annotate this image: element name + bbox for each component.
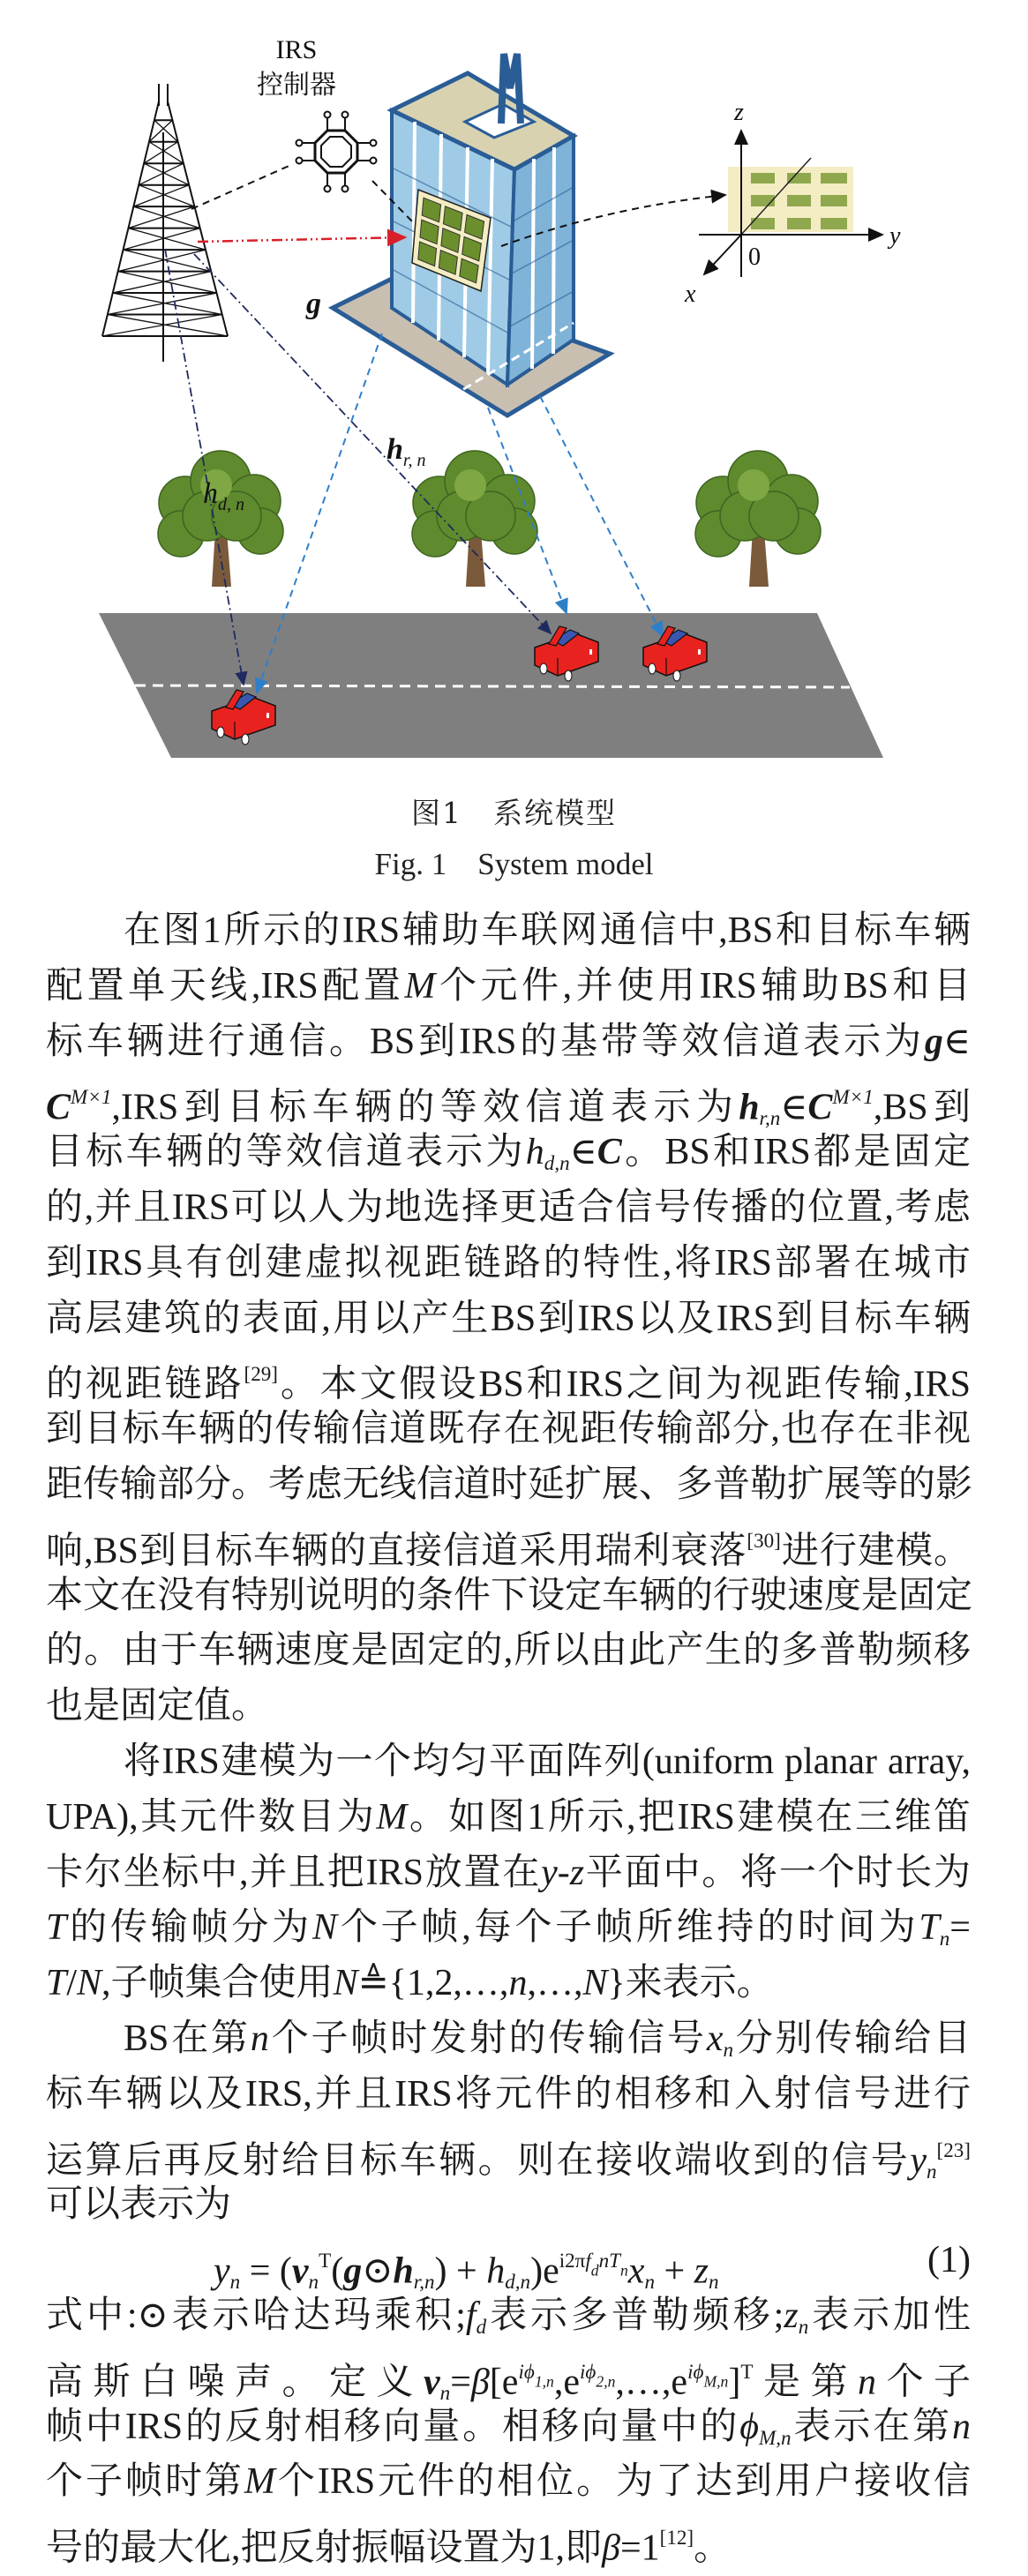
text-run: y bbox=[214, 2250, 230, 2292]
text-run: n bbox=[952, 2406, 971, 2447]
text-run: T bbox=[740, 2359, 754, 2383]
text-run: ≜{1,2,…, bbox=[357, 1963, 509, 2004]
text-run: 。 bbox=[694, 2527, 732, 2569]
text-run: 高斯白噪声。定义 bbox=[46, 2362, 424, 2403]
body-text bbox=[46, 903, 973, 2569]
text-run: 。本文假设BS和IRS之间为视距传输,IRS bbox=[278, 1364, 971, 1405]
text-run: M bbox=[376, 1796, 408, 1838]
text-run: z bbox=[694, 2250, 709, 2292]
text-run: ,IRS到目标车辆的等效信道表示为 bbox=[111, 1087, 739, 1128]
text-run: M,n bbox=[759, 2425, 792, 2449]
irs-element bbox=[787, 173, 811, 183]
text-run: T bbox=[919, 1907, 940, 1949]
text-run: 在图1所示的IRS辅助车联网通信中,BS和目标车辆 bbox=[124, 910, 971, 951]
text-run: i2π bbox=[559, 2249, 586, 2273]
text-line bbox=[46, 1346, 971, 1405]
text-run: 响,BS到目标车辆的直接信道采用瑞利衰落 bbox=[46, 1531, 747, 1572]
text-run: 运算后再反射给目标车辆。则在接收端收到的信号 bbox=[46, 2139, 911, 2181]
text-run: = ( bbox=[240, 2250, 292, 2292]
text-run: 距传输部分。考虑无线信道时延扩展、多普勒扩展等的影 bbox=[46, 1464, 973, 1505]
text-run: y bbox=[910, 2139, 927, 2181]
text-line bbox=[46, 1125, 971, 1180]
text-run: n bbox=[798, 2314, 809, 2338]
text-run: BS在第 bbox=[124, 2018, 251, 2059]
text-run: h bbox=[486, 2250, 506, 2292]
text-line bbox=[46, 903, 971, 959]
text-run: ,子帧集合使用 bbox=[101, 1963, 334, 2004]
text-line bbox=[46, 1292, 971, 1347]
text-run: iϕ bbox=[687, 2359, 704, 2383]
text-run: n bbox=[250, 2018, 269, 2059]
text-run: 将IRS建模为一个均匀平面阵列(uniform planar array, bbox=[124, 1741, 971, 1782]
text-run: nT bbox=[598, 2249, 620, 2273]
text-run: 平面中。将一个时长为 bbox=[584, 1852, 971, 1893]
text-run: ( bbox=[331, 2250, 344, 2292]
text-run: 1,n bbox=[534, 2372, 554, 2391]
text-run: v bbox=[291, 2250, 309, 2292]
text-run: T bbox=[46, 1907, 67, 1949]
text-run: [e bbox=[489, 2362, 519, 2403]
text-run: z bbox=[784, 2295, 799, 2336]
text-line bbox=[46, 1679, 971, 1734]
hr-channel-label bbox=[386, 433, 426, 470]
text-run: M×1 bbox=[71, 1085, 112, 1109]
text-run: n bbox=[619, 2261, 628, 2280]
irs-element bbox=[821, 195, 847, 206]
text-run: ∈ bbox=[780, 1087, 808, 1128]
text-run: iϕ bbox=[580, 2359, 597, 2383]
text-line bbox=[46, 1402, 971, 1457]
text-run: 个子帧,每个子帧所维持的时间为 bbox=[337, 1907, 919, 1949]
text-run: d,n bbox=[544, 1151, 570, 1175]
text-run: 的。由于车辆速度是固定的,所以由此产生的多普勒频移 bbox=[46, 1630, 971, 1672]
irs-element bbox=[751, 173, 775, 183]
text-run: =1 bbox=[619, 2527, 660, 2569]
text-line bbox=[46, 1457, 971, 1513]
text-line bbox=[46, 1015, 971, 1070]
text-run: 目标车辆的等效信道表示为 bbox=[46, 1132, 526, 1173]
text-run: ϕ bbox=[739, 2406, 760, 2447]
text-line bbox=[46, 1569, 971, 1624]
text-run: ,BS到 bbox=[873, 1087, 972, 1128]
text-run: r,n bbox=[413, 2270, 435, 2294]
text-run: r,n bbox=[759, 1106, 781, 1130]
text-line bbox=[46, 2067, 971, 2123]
text-run: ,…,e bbox=[615, 2362, 688, 2403]
text-run: x bbox=[627, 2250, 645, 2292]
text-run: n bbox=[439, 2380, 451, 2404]
origin-label: 0 bbox=[748, 243, 761, 271]
text-run: N bbox=[582, 1963, 608, 2004]
text-run: n bbox=[229, 2270, 241, 2294]
text-run: 是第 bbox=[753, 2362, 858, 2403]
text-run: 分别传输给目 bbox=[733, 2018, 971, 2059]
text-run: 的传输帧分为 bbox=[66, 1907, 312, 1949]
text-run: 个IRS元件的相位。为了达到用户接收信 bbox=[274, 2461, 971, 2503]
text-run: C bbox=[597, 1132, 622, 1173]
tree-icon bbox=[412, 451, 537, 587]
text-run: 可以表示为 bbox=[46, 2184, 232, 2226]
text-run: n bbox=[926, 2159, 937, 2183]
text-run: n bbox=[939, 1927, 950, 1951]
text-run: 进行建模。 bbox=[780, 1531, 971, 1572]
text-run: [23] bbox=[936, 2138, 971, 2161]
text-run: n bbox=[857, 2362, 876, 2403]
text-run: 卡尔坐标中,并且把IRS放置在 bbox=[46, 1852, 542, 1893]
text-run: 。如图1所示,把IRS建模在三维笛 bbox=[407, 1796, 972, 1838]
road bbox=[99, 613, 883, 758]
text-run: 本文在没有特别说明的条件下设定车辆的行驶速度是固定 bbox=[46, 1575, 973, 1616]
text-run: d,n bbox=[505, 2270, 531, 2294]
irs-element bbox=[821, 218, 847, 229]
text-run: N bbox=[312, 1907, 338, 1949]
text-run: 标车辆进行通信。BS到IRS的基带等效信道表示为 bbox=[46, 1021, 925, 1062]
text-run: M,n bbox=[703, 2372, 729, 2391]
text-run: 的视距链路 bbox=[46, 1364, 244, 1405]
text-run: )e bbox=[530, 2250, 559, 2292]
base-station-tower-icon bbox=[102, 84, 228, 362]
text-run: UPA),其元件数目为 bbox=[46, 1796, 377, 1838]
text-line bbox=[46, 1900, 971, 1956]
text-run: [29] bbox=[244, 1362, 278, 1386]
text-run: n bbox=[508, 1963, 528, 2004]
text-run: / bbox=[66, 1963, 78, 2004]
text-run: 配置单天线,IRS配置 bbox=[46, 965, 405, 1007]
text-run: = bbox=[450, 2362, 471, 2403]
text-run: g bbox=[924, 1021, 943, 1062]
text-run: C bbox=[807, 1087, 833, 1128]
text-line bbox=[46, 2011, 971, 2067]
text-run: [30] bbox=[747, 1528, 781, 1552]
text-run: h bbox=[525, 1132, 544, 1173]
text-run: M×1 bbox=[832, 1085, 874, 1109]
hr-label-main: h bbox=[386, 433, 403, 466]
y-axis-label: y bbox=[889, 222, 901, 250]
text-line bbox=[46, 1513, 971, 1572]
controller-label: IRS bbox=[275, 35, 318, 64]
tree-icon bbox=[158, 451, 283, 587]
text-run: 个子帧时第 bbox=[46, 2461, 244, 2503]
text-line bbox=[46, 2344, 971, 2404]
text-run: ∈ bbox=[942, 1021, 971, 1062]
text-run: 标车辆以及IRS,并且IRS将元件的相移和入射信号进行 bbox=[46, 2073, 971, 2115]
text-run: + bbox=[654, 2250, 694, 2292]
text-run: 到目标车辆的传输信道既存在视距传输部分,也存在非视 bbox=[46, 1409, 971, 1450]
text-run: 个元件,并使用IRS辅助BS和目 bbox=[435, 965, 972, 1007]
text-line bbox=[46, 2510, 971, 2569]
text-run: }来表示。 bbox=[607, 1963, 774, 2004]
text-line bbox=[46, 2400, 971, 2455]
text-run: y-z bbox=[541, 1852, 585, 1893]
x-axis-label: x bbox=[685, 281, 696, 308]
text-run: iϕ bbox=[518, 2359, 535, 2383]
hd-label-main: h bbox=[203, 477, 218, 510]
text-line bbox=[46, 1236, 971, 1292]
tree-icon bbox=[695, 451, 821, 587]
text-line bbox=[46, 1623, 971, 1679]
text-run: 个子帧时发射的传输信号 bbox=[268, 2018, 707, 2059]
text-run: 。BS和IRS都是固定 bbox=[621, 1132, 971, 1173]
text-run: 表示多普勒频移; bbox=[486, 2295, 784, 2336]
hd-label-sub: d, n bbox=[218, 495, 244, 514]
text-line bbox=[46, 959, 971, 1015]
text-run: f bbox=[465, 2295, 476, 2336]
text-line bbox=[46, 1069, 972, 1130]
trees bbox=[158, 451, 821, 587]
text-run: ) + bbox=[434, 2250, 487, 2292]
text-run: 个子 bbox=[875, 2362, 971, 2403]
text-run: f bbox=[585, 2249, 591, 2273]
text-line bbox=[46, 1734, 971, 1790]
text-run: = bbox=[949, 1907, 971, 1949]
g-channel-label: g bbox=[306, 288, 321, 320]
text-run: N bbox=[333, 1963, 358, 2004]
text-run: x bbox=[706, 2018, 724, 2059]
text-run: ,…, bbox=[527, 1963, 583, 2004]
equation-1 bbox=[46, 2233, 971, 2294]
irs-element bbox=[821, 173, 847, 183]
text-run: ] bbox=[728, 2362, 741, 2403]
text-run: β bbox=[470, 2362, 490, 2403]
text-run: 也是固定值。 bbox=[46, 1686, 269, 1727]
text-line bbox=[46, 1180, 971, 1236]
text-run: 式中:⊙表示哈达玛乘积; bbox=[46, 2295, 466, 2336]
text-run: 表示在第 bbox=[791, 2406, 952, 2447]
text-run: ,e bbox=[553, 2362, 581, 2403]
text-line bbox=[46, 2177, 971, 2233]
text-run: β bbox=[602, 2527, 620, 2569]
text-run: 到IRS具有创建虚拟视距链路的特性,将IRS部署在城市 bbox=[46, 1242, 971, 1284]
text-run: g bbox=[343, 2250, 363, 2292]
system-model-figure bbox=[0, 0, 1028, 776]
text-run: N bbox=[77, 1963, 102, 2004]
figure-caption-cn: 图1 系统模型 bbox=[411, 796, 617, 830]
text-run: [12] bbox=[659, 2526, 694, 2550]
text-line bbox=[46, 1790, 971, 1846]
text-run: M bbox=[244, 2461, 275, 2503]
text-line bbox=[46, 1846, 971, 1901]
irs-controller-icon bbox=[296, 112, 377, 192]
text-run: T bbox=[46, 1963, 67, 2004]
text-run: 高层建筑的表面,用以产生BS到IRS以及IRS到目标车辆 bbox=[46, 1298, 971, 1339]
controller-label-cn: 控制器 bbox=[257, 71, 336, 100]
text-run: d bbox=[476, 2314, 487, 2338]
equation-number: (1) bbox=[927, 2240, 971, 2281]
text-line bbox=[46, 2288, 971, 2344]
text-run: d bbox=[590, 2261, 599, 2280]
text-run: 的,并且IRS可以人为地选择更适合信号传播的位置,考虑 bbox=[46, 1187, 971, 1228]
irs-element bbox=[787, 195, 811, 206]
text-run: n bbox=[308, 2270, 319, 2294]
text-run: ⊙ bbox=[362, 2250, 394, 2292]
text-run: n bbox=[644, 2270, 655, 2294]
text-run: v bbox=[424, 2362, 440, 2403]
text-run: 号的最大化,把反射振幅设置为1,即 bbox=[46, 2527, 603, 2569]
text-run: h bbox=[739, 1087, 760, 1128]
text-run: C bbox=[46, 1087, 71, 1128]
text-run: n bbox=[709, 2270, 719, 2294]
hr-label-sub: r, n bbox=[402, 451, 426, 470]
irs-element bbox=[787, 218, 811, 229]
text-run: M bbox=[404, 965, 436, 1007]
figure-caption-en: Fig. 1 System model bbox=[374, 847, 654, 881]
text-run: h bbox=[393, 2250, 414, 2292]
text-run: n bbox=[723, 2037, 734, 2061]
text-line bbox=[46, 1956, 971, 2011]
coordinate-axes bbox=[699, 131, 882, 277]
text-run: 2,n bbox=[596, 2372, 616, 2391]
text-run: ∈ bbox=[569, 1132, 597, 1173]
text-run: 帧中IRS的反射相移向量。相移向量中的 bbox=[46, 2406, 740, 2447]
z-axis-label: z bbox=[734, 99, 744, 126]
text-line bbox=[46, 2454, 971, 2510]
text-line bbox=[46, 2123, 971, 2183]
text-run: T bbox=[319, 2249, 332, 2273]
text-run: 表示加性 bbox=[808, 2295, 971, 2336]
